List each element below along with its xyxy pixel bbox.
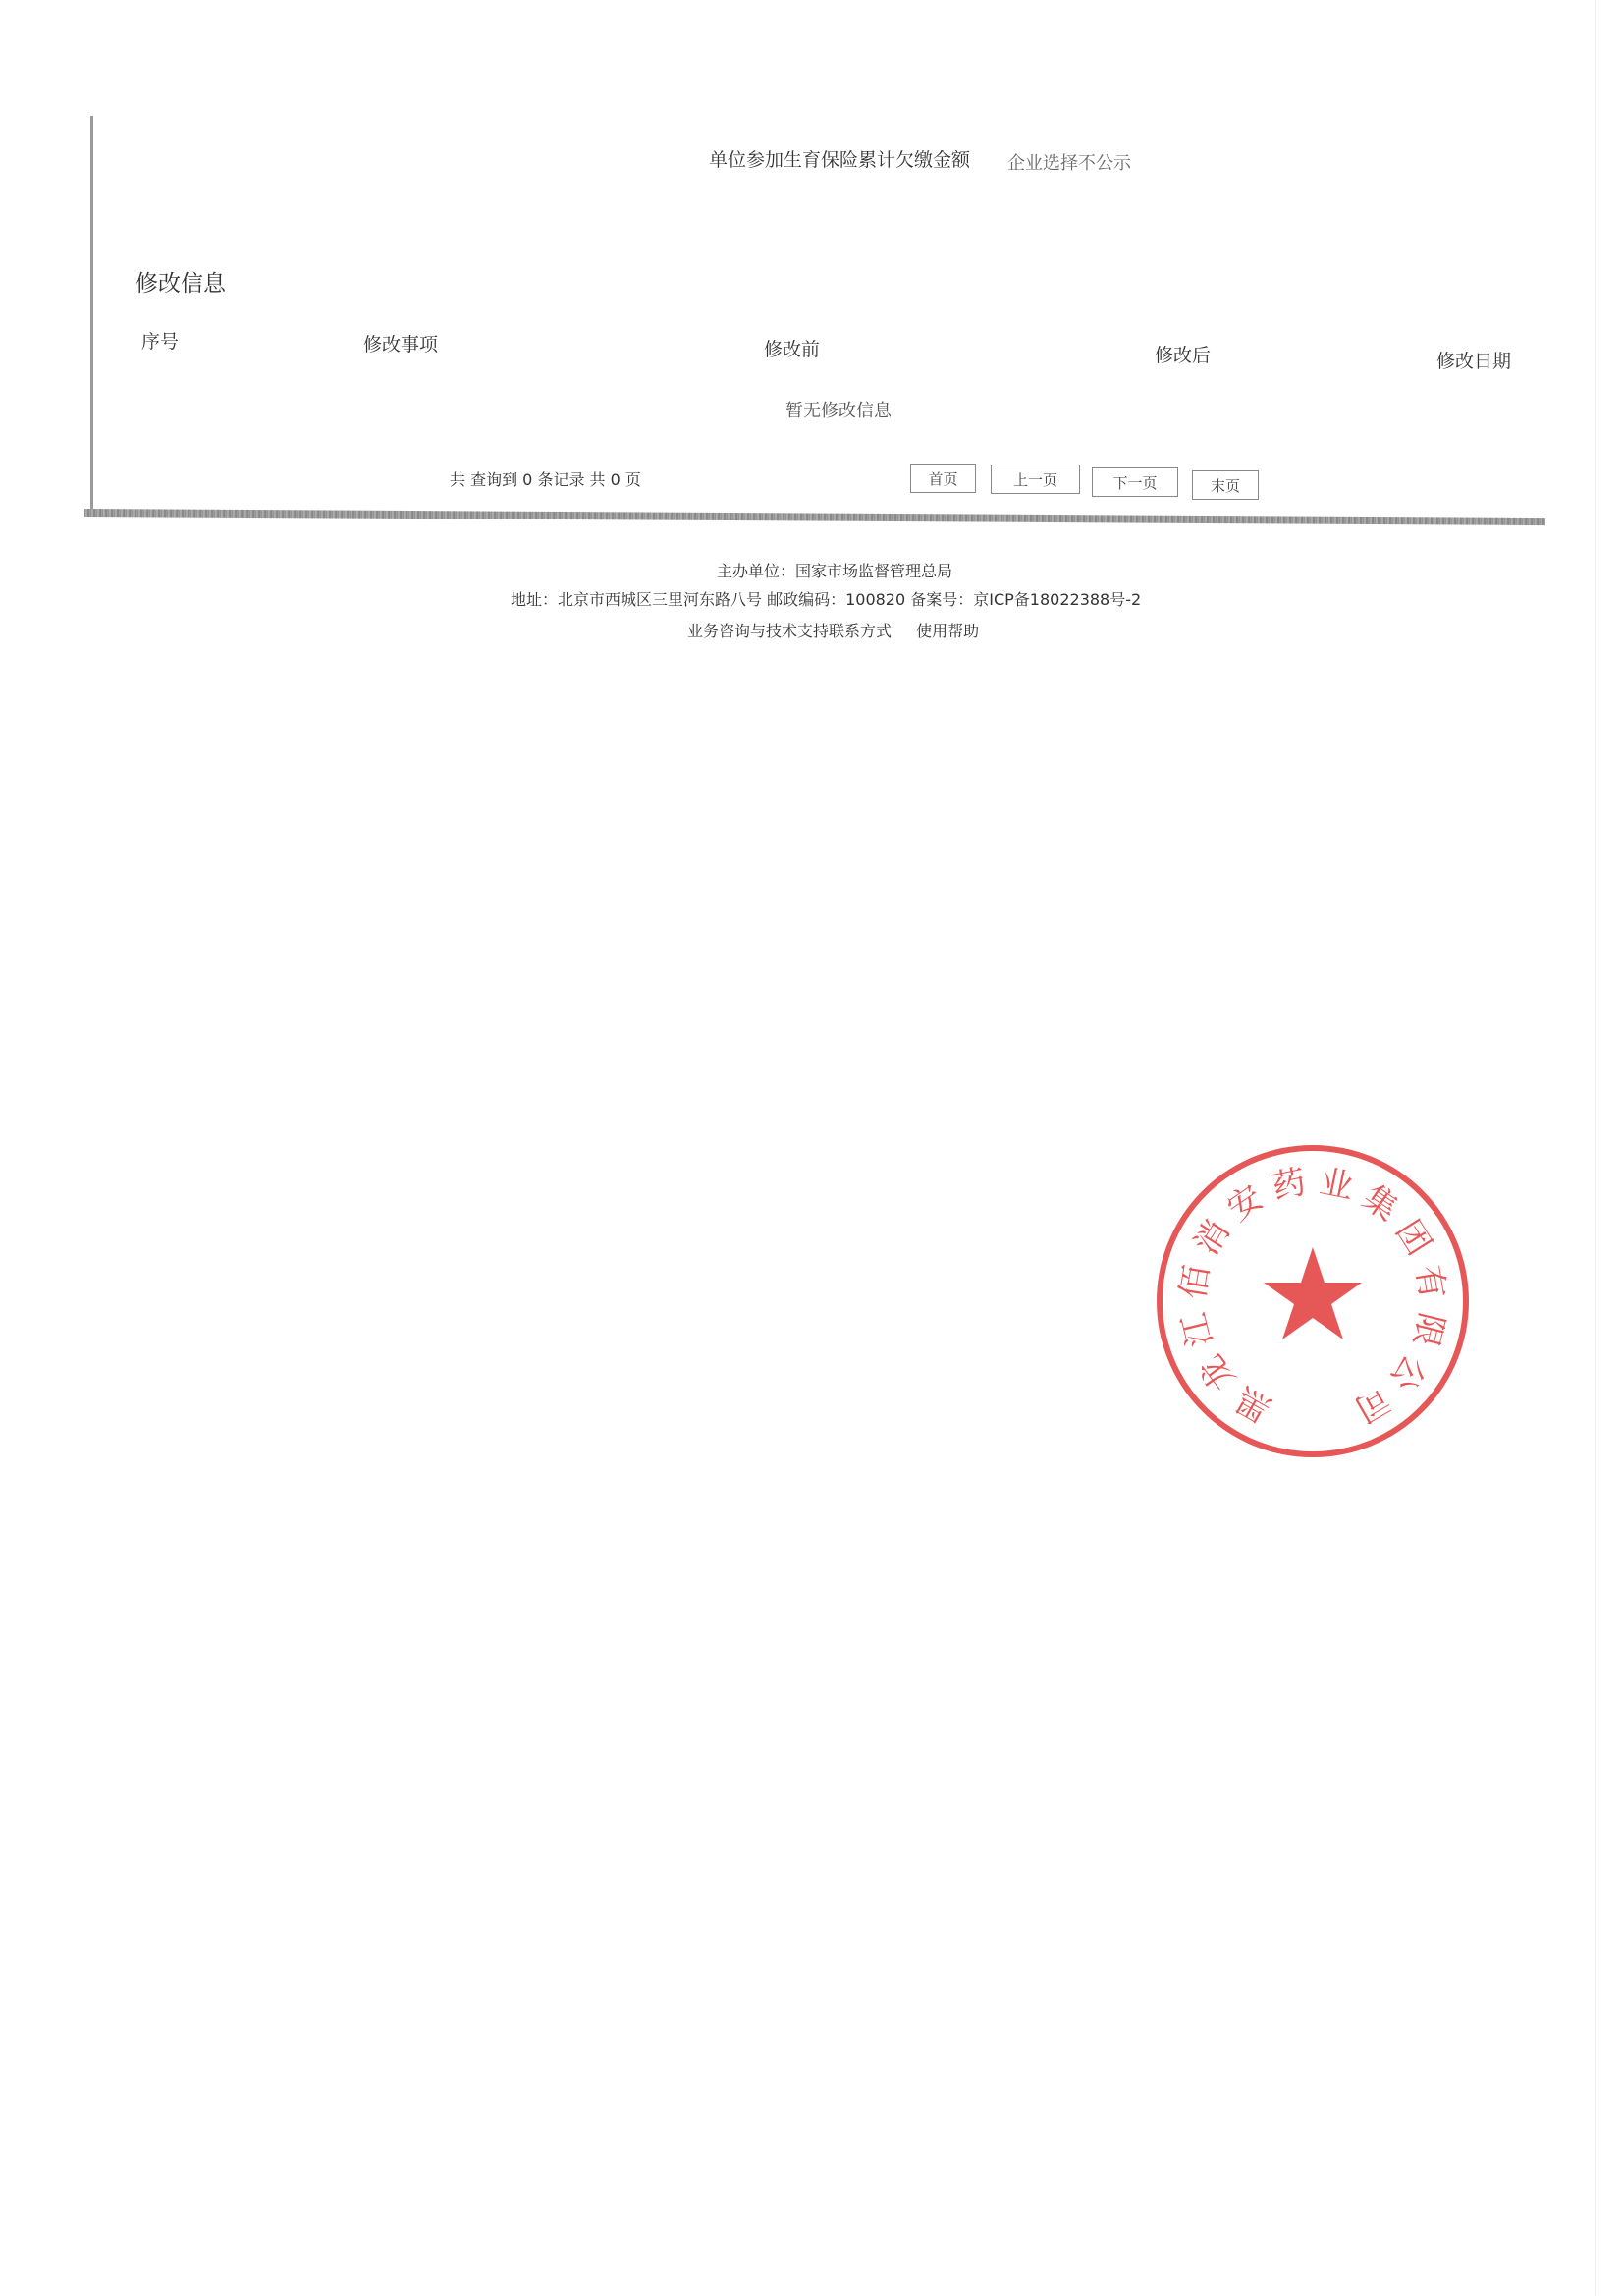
footer-links [687, 619, 999, 641]
seal-char: 药 [1269, 1162, 1310, 1208]
last-page-button[interactable]: 末页 [1192, 470, 1259, 500]
company-seal [1151, 1139, 1475, 1463]
seal-char: 集 [1355, 1177, 1406, 1230]
seal-char: 司 [1347, 1379, 1397, 1430]
seal-char: 安 [1219, 1177, 1271, 1230]
column-header-after: 修改后 [1155, 345, 1212, 366]
seal-char: 江 [1173, 1308, 1220, 1351]
footer-sponsor: 主办单位：国家市场监督管理总局 [717, 562, 953, 580]
first-page-button[interactable]: 首页 [910, 464, 976, 493]
report-panel [90, 116, 1544, 514]
help-link[interactable]: 使用帮助 [916, 622, 980, 640]
seal-char: 业 [1316, 1162, 1357, 1208]
seal-char: 有 [1407, 1262, 1452, 1302]
seal-char: 黑 [1228, 1379, 1278, 1430]
maternity-insurance-arrears-value: 企业选择不公示 [1007, 153, 1131, 174]
pagination-summary: 共 查询到 0 条记录 共 0 页 [450, 470, 641, 489]
seal-char: 公 [1381, 1347, 1434, 1398]
prev-page-button[interactable]: 上一页 [991, 465, 1080, 494]
seal-char: 团 [1387, 1213, 1439, 1263]
modification-section-title: 修改信息 [135, 271, 226, 297]
seal-char: 佰 [1173, 1262, 1218, 1302]
seal-char: 消 [1186, 1213, 1238, 1263]
seal-char: 龙 [1192, 1347, 1244, 1398]
maternity-insurance-arrears-label: 单位参加生育保险累计欠缴金额 [709, 149, 971, 171]
column-header-index: 序号 [141, 331, 180, 353]
column-header-before: 修改前 [764, 339, 821, 360]
scan-edge [1595, 0, 1596, 2296]
column-header-item: 修改事项 [363, 334, 439, 355]
footer-address: 地址：北京市西城区三里河东路八号 邮政编码：100820 备案号：京ICP备18022388号-2 [511, 590, 1142, 609]
seal-char: 限 [1405, 1308, 1452, 1351]
column-header-date: 修改日期 [1436, 351, 1512, 372]
empty-table-message: 暂无修改信息 [785, 401, 892, 421]
support-contact-link[interactable]: 业务咨询与技术支持联系方式 [687, 622, 893, 640]
next-page-button[interactable]: 下一页 [1092, 467, 1178, 497]
